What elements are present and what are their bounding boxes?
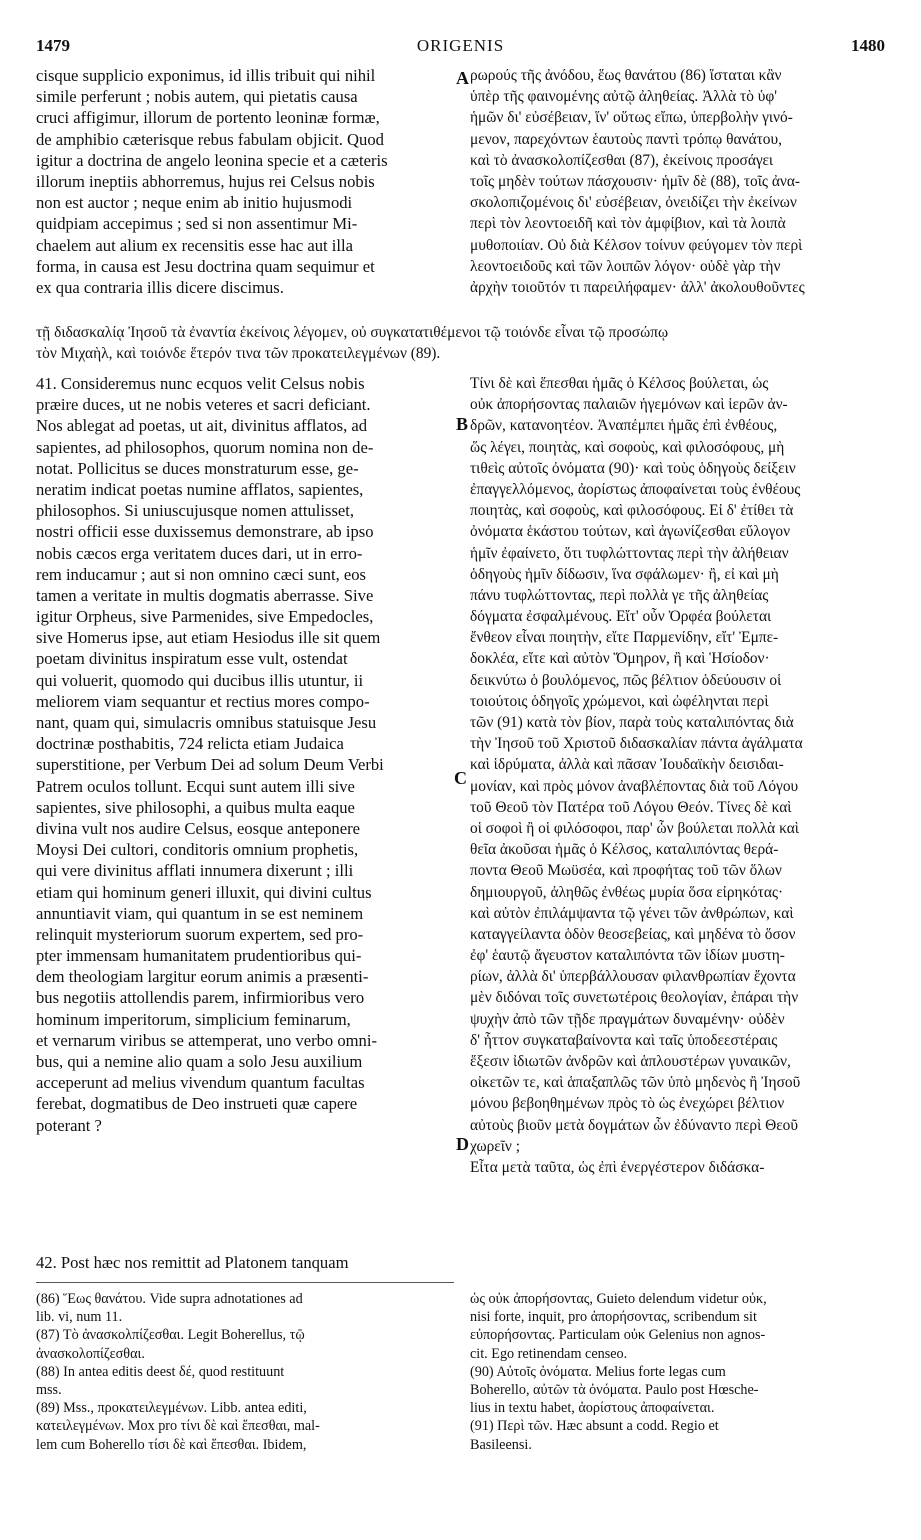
page-header — [36, 36, 885, 58]
text-line: neratim indicat poetas numine afflatos, sapientes, — [36, 479, 364, 499]
text-line: τοῖς μηδὲν τούτων πάσχουσιν· ἡμῖν δὲ (88), τοῖς ἀνα- — [470, 172, 801, 190]
text-line: ἐπαγγελλόμενος, ἀορίστως ἀποφαίνεται τοὺς ἐνθέους — [470, 480, 801, 498]
text-line: pter immensam humanitatem prudentioribus qui- — [36, 946, 362, 966]
page-number-left: 1479 — [36, 36, 70, 55]
text-line: poetam divinitus inspiratum esse vult, ostendat — [36, 649, 348, 669]
text-line: Boherello, αὐτῶν τὰ ὀνόματα. Paulo post Hœsche- — [470, 1381, 759, 1398]
text-line: philosophos. Si uniuscujusque nomen attulisset, — [36, 501, 355, 521]
text-line: cisque supplicio exponimus, id illis tribuit qui nihil — [36, 66, 376, 85]
text-line: ἀνασκολοπίζεσθαι. — [36, 1345, 145, 1362]
text-line: δημιουργοῦ, ἀληθῶς ἐνθέως μυρία ὅσα εἰρηκότας· — [470, 883, 784, 901]
text-line: καὶ τὸ ἀνασκολοπίζεσθαι (87), ἐκείνοις προσάγει — [470, 151, 774, 169]
text-line: τὴν Ἰησοῦ τοῦ Χριστοῦ διδασκαλίαν πάντα ἀγάλματα — [470, 735, 803, 753]
text-line: κατειλεγμένων. Mox pro τίνι δὲ καὶ ἕπεσθαι, mal- — [36, 1418, 320, 1435]
text-line: ἡμῖν ἐφαίνετο, ὅτι τυφλώττοντας περὶ τὴν ἀλήθειαν — [470, 544, 789, 562]
text-line: ρωρούς τῆς ἀνόδου, ἕως θανάτου (86) ἵσταται κἂν — [470, 67, 782, 84]
margin-marker-a: A — [456, 68, 469, 88]
greek-column-top — [470, 65, 888, 298]
text-line: Τίνι δὲ καὶ ἕπεσθαι ἡμᾶς ὁ Κέλσος βούλεται, ὡς — [470, 375, 769, 392]
text-line: divina vult nos audire Celsus, eosque anteponere — [36, 818, 360, 838]
text-line: καταγγείλαντα ὁδὸν θεοσεβείας, καὶ μηδένα τὸ ὅσον — [470, 925, 796, 943]
text-line: Nos ablegat ad poetas, ut ait, divinitus afflatos, ad — [36, 416, 368, 436]
text-line: annuntiavit viam, qui quantum in se est neminem — [36, 903, 364, 923]
text-line: nobis cæcos erga veritatem duces dari, ut in erro- — [36, 543, 363, 563]
text-line: acceperunt ad melius vivendum quantum facultas — [36, 1073, 365, 1093]
margin-marker-d: D — [456, 1134, 469, 1154]
text-line: meliorem viam sequantur et rectius mores compo- — [36, 691, 370, 711]
text-line: εὐπορήσοντας. Particulam οὐκ Gelenius non agnos- — [470, 1327, 766, 1344]
text-line: ὁδηγοὺς ἡμῖν δίδωσιν, ἵνα σφάλωμεν· ἢ, εἰ καὶ μὴ — [470, 565, 779, 583]
margin-marker-b: B — [456, 414, 469, 434]
running-title: ORIGENIS — [416, 36, 505, 55]
text-line: μυθοποιίαν. Οὐ διὰ Κέλσον τοίνυν φεύγομεν τὸν περὶ — [470, 236, 803, 254]
text-line: relinquit mysteriorum suorum expertem, sed pro- — [36, 924, 364, 944]
text-line: τοιούτοις ὁδηγοῖς χρώμενοι, καὶ ὠφέληνται περὶ — [470, 692, 769, 710]
text-line: nisi forte, inquit, pro ἀπορήσοντας, scribendum sit — [470, 1309, 757, 1326]
text-line: poterant ? — [36, 1115, 102, 1135]
footnote-rule — [36, 1282, 454, 1283]
text-line: sapientes, sive philosophi, a quibus multa eaque — [36, 797, 355, 817]
text-line: ποιητὰς, καὶ σοφοὺς, καὶ φιλοσόφους. Εἰ δ' ἐτίθει τὰ — [470, 502, 794, 520]
text-line: lem cum Boherello τίσι δὲ καὶ ἕπεσθαι. Ibidem, — [36, 1436, 307, 1453]
text-line: τιθεὶς αὐτοῖς ὀνόματα (90)· καὶ τοὺς ὁδηγοὺς δείξειν — [470, 459, 796, 477]
text-line: τὸν Μιχαὴλ, καὶ τοιόνδε ἕτερόν τινα τῶν προκατειλεγμένων (89). — [36, 345, 441, 363]
text-line: ὡς οὐκ ἀπορήσοντας, Guieto delendum videtur οὐκ, — [470, 1291, 767, 1307]
latin-column-main — [36, 373, 454, 1136]
text-line: τῇ διδασκαλίᾳ Ἰησοῦ τὰ ἐναντία ἐκείνοις λέγομεν, οὐ συγκατατιθέμενοι τῷ τοιόνδε εἶναι τῷ προσώπῳ — [36, 324, 669, 341]
greek-column-main — [470, 373, 888, 1178]
text-line: ὑπὲρ τῆς φαινομένης αὐτῷ ἀληθείας. Ἀλλὰ τὸ ὑφ' — [470, 88, 778, 106]
text-line: οἱ σοφοὶ ἢ οἱ φιλόσοφοι, παρ' ὧν βούλεται πολλὰ καὶ — [470, 819, 799, 837]
text-line: illorum ineptiis abhorremus, hujus rei Celsus nobis — [36, 171, 375, 191]
text-line: cit. Ego retinendam censeo. — [470, 1345, 628, 1362]
text-line: ἕξεσιν ἰδιωτῶν ἀνδρῶν καὶ ἁπλουστέρων γυναικῶν, — [470, 1053, 791, 1070]
text-line: τῶν (91) κατὰ τὸν βίον, παρὰ τοὺς καταλιπόντας διὰ — [470, 714, 794, 731]
text-line: non est auctor ; neque enim ab initio hujusmodi — [36, 193, 353, 213]
text-line: μὲν διδόναι τοῖς συνετωτέροις θεολογίαν, ἐπάραι τὴν — [470, 989, 799, 1007]
text-line: notat. Pollicitus se duces monstraturum esse, ge- — [36, 458, 359, 478]
text-line: (86) Ἕως θανάτου. Vide supra adnotationes ad — [36, 1291, 303, 1307]
text-line: doctrinæ posthabitis, 724 relicta etiam Judaica — [36, 734, 344, 754]
text-line: tamen a veritate in multis dogmatis aberrasse. Sive — [36, 585, 374, 605]
text-line: μόνου βεβοηθημένων πρὸς τὸ ὡς ἐνεχώρει βέλτιον — [470, 1095, 785, 1113]
text-line: (90) Αὐτοῖς ὀνόματα. Melius forte legas cum — [470, 1363, 726, 1380]
text-line: (87) Τὸ ἀνασκολπίζεσθαι. Legit Boherellus, τῷ — [36, 1327, 305, 1344]
text-line: etiam qui hominum generi illuxit, qui divini cultus — [36, 882, 372, 902]
text-line: χωρεῖν ; — [470, 1137, 520, 1155]
text-line: ἔνθεον εἶναι ποιητὴν, εἴτε Παρμενίδην, εἴτ' Ἐμπε- — [470, 629, 779, 647]
text-line: cruci affigimur, illorum de portento leoninæ formæ, — [36, 108, 380, 128]
text-line: ὀνόματα ἑκάστου τούτων, καὶ ἀγωνίζεσθαι εὔλογον — [470, 523, 791, 541]
text-line: chaelem aut alium ex recensitis esse hac aut illa — [36, 235, 353, 255]
text-line: αὐτοὺς βιοῦν μετὰ δογμάτων ὧν ἐδύναντο περὶ Θεοῦ — [470, 1116, 798, 1134]
text-line: (89) Mss., προκατειλεγμένων. Libb. antea editi, — [36, 1400, 307, 1417]
text-line: (91) Περὶ τῶν. Hæc absunt a codd. Regio et — [470, 1418, 719, 1435]
text-line: ferebat, dogmatibus de Deo instrueti quæ capere — [36, 1094, 358, 1114]
text-line: οὐκ ἀπορήσοντας παλαιῶν ἡγεμόνων καὶ ἱερῶν ἀν- — [470, 396, 788, 414]
text-line: σκολοπιζομένοις δι' εὐσέβειαν, ὀνειδίζει τὴν ἐκείνων — [470, 194, 797, 212]
text-line: nostri officii esse duxissemus demonstrare, ab ipso — [36, 522, 374, 542]
text-line: (88) In antea editis deest δέ, quod restituunt — [36, 1363, 285, 1380]
latin-paragraph-42 — [36, 1252, 454, 1273]
text-line: simile perferunt ; nobis autem, qui pietatis causa — [36, 87, 358, 107]
text-line: qui vere divinitus afflati innumera dixerunt ; illi — [36, 861, 354, 881]
text-line: ἀρχὴν τοιοῦτόν τι παρειλήφαμεν· ἀλλ' ἀκολουθοῦντες — [470, 278, 805, 296]
text-line: 42. Post hæc nos remittit ad Platonem tanquam — [36, 1253, 349, 1272]
text-line: dem theologiam largitur eorum animis a præsenti- — [36, 967, 369, 987]
text-line: lib. vi, num 11. — [36, 1309, 123, 1326]
text-line: quidpiam accepimus ; sed si non assentimur Mi- — [36, 214, 358, 234]
text-line: πάνυ τυφλώττοντας, περὶ πολλὰ γε τῆς ἀληθείας — [470, 586, 769, 604]
text-line: μενον, παρεχόντων ἑαυτοὺς παντὶ τρόπῳ θανάτου, — [470, 130, 782, 148]
text-line: mss. — [36, 1381, 62, 1398]
text-line: θεῖα ἀκοῦσαι ἡμᾶς ὁ Κέλσος, καταλιπόντας θερά- — [470, 841, 779, 859]
margin-marker-c: C — [454, 768, 467, 788]
text-line: igitur Orpheus, sive Parmenides, sive Empedocles, — [36, 607, 374, 627]
page-number-right: 1480 — [851, 36, 885, 55]
text-line: Basileensi. — [470, 1436, 532, 1453]
text-line: Εἶτα μετὰ ταῦτα, ὡς ἐπὶ ἐνεργέστερον διδάσκα- — [470, 1158, 765, 1176]
text-line: lius in textu habet, ἀορίστους ἀποφαίνεται. — [470, 1400, 715, 1417]
text-line: rem inducamur ; aut si non omnino cæci sunt, eos — [36, 564, 366, 584]
text-line: sapientes, ad philosophos, quorum nomina non de- — [36, 437, 374, 457]
text-line: Moysi Dei cultori, conditoris omnium prophetis, — [36, 840, 359, 860]
footnotes-left — [36, 1290, 454, 1454]
text-line: hominum imperitorum, simplicium feminarum, — [36, 1009, 351, 1029]
text-line: δόγματα ἐσφαλμένους. Εἴτ' οὖν Ὀρφέα βούλεται — [470, 608, 772, 626]
text-line: et vernarum viribus se attemperat, uno verbo omni- — [36, 1030, 377, 1050]
text-line: forma, in causa est Jesu doctrina quam sequimur et — [36, 256, 375, 276]
text-line: præire duces, ut ne nobis veteres et sacri deficiant. — [36, 395, 371, 415]
text-line: bus negotiis attollendis parem, infirmioribus vero — [36, 988, 365, 1008]
text-line: de amphibio cæterisque rebus fabulam objicit. Quod — [36, 129, 384, 149]
footnotes-right — [470, 1290, 888, 1454]
greek-spanning-lines — [36, 322, 888, 364]
text-line: Patrem oculos tollunt. Ecqui sunt autem illi sive — [36, 776, 355, 796]
text-line: λεοντοειδοῦς καὶ τῶν λοιπῶν λόγον· οὐδὲ γὰρ τὴν — [470, 257, 781, 275]
text-line: 41. Consideremus nunc ecquos velit Celsus nobis — [36, 374, 365, 393]
text-line: sive Homerus ipse, aut etiam Hesiodus ille sit quem — [36, 628, 381, 648]
text-line: ψυχὴν ἀπὸ τῶν τῇδε πραγμάτων δυναμένην· οὐδὲν — [470, 1010, 785, 1028]
text-line: τοῦ Θεοῦ τὸν Πατέρα τοῦ Λόγου Θεόν. Τίνες δὲ καὶ — [470, 798, 792, 816]
text-line: δεικνύτω ὁ βουλόμενος, πῶς βέλτιον ὁδεύουσιν οἱ — [470, 671, 782, 689]
text-line: ἐφ' ἑαυτῷ ἄγευστον καταλιπόντα τῶν ἰδίων μυστη- — [470, 947, 785, 965]
text-line: bus, qui a nemine alio quam a solo Jesu auxilium — [36, 1052, 363, 1071]
text-line: qui voluerit, quomodo qui ducibus illis utuntur, ii — [36, 670, 364, 690]
text-line: οἰκετῶν τε, καὶ ἁπαξαπλῶς τῶν ὑπὸ μηδενὸς ἢ Ἰησοῦ — [470, 1074, 801, 1092]
text-line: igitur a doctrina de angelo leonina specie et a cæteris — [36, 150, 388, 170]
text-line: μονίαν, καὶ πρὸς μόνον ἀναβλέποντας διὰ τοῦ Λόγου — [470, 777, 799, 795]
latin-column-top — [36, 65, 454, 298]
text-line: ὥς λέγει, ποιητὰς, καὶ σοφοὺς, καὶ φιλοσόφους, μὴ — [470, 438, 785, 456]
text-line: ἡμῶν δι' εὐσέβειαν, ἵν' οὕτως εἴπω, ὑπερβολὴν γινό- — [470, 109, 793, 127]
text-line: superstitione, per Verbum Dei ad solum Deum Verbi — [36, 755, 384, 775]
text-line: περὶ τὸν λεοντοειδῆ καὶ τὸν ἀμφίβιον, καὶ τὰ λοιπὰ — [470, 215, 786, 233]
text-line: ρίων, ἀλλὰ δι' ὑπερβάλλουσαν φιλανθρωπίαν ἔχοντα — [470, 968, 796, 986]
text-line: καὶ αὐτὸν ἐπιλάμψαντα τῷ γένει τῶν ἀνθρώπων, καὶ — [470, 904, 794, 922]
text-line: καὶ ἱδρύματα, ἀλλὰ καὶ πᾶσαν Ἰουδαϊκὴν δεισιδαι- — [470, 756, 784, 774]
text-line: ex qua contraria illis dicere discimus. — [36, 277, 284, 297]
text-line: ποντα Θεοῦ Μωϋσέα, καὶ προφήτας τοῦ τῶν ὅλων — [470, 862, 782, 880]
text-line: δοκλέα, εἴτε καὶ αὐτὸν Ὅμηρον, ἢ καὶ Ἡσίοδον· — [470, 650, 770, 668]
text-line: nant, quam qui, simulacris omnibus statuisque Jesu — [36, 713, 377, 732]
text-line: δ' ἧττον συγκαταβαίνοντα καὶ ταῖς ὑποδεεστέραις — [470, 1031, 778, 1049]
text-line: δρῶν, κατανοητέον. Ἀναπέμπει ἡμᾶς ἐπὶ ἐνθέους, — [470, 417, 778, 435]
